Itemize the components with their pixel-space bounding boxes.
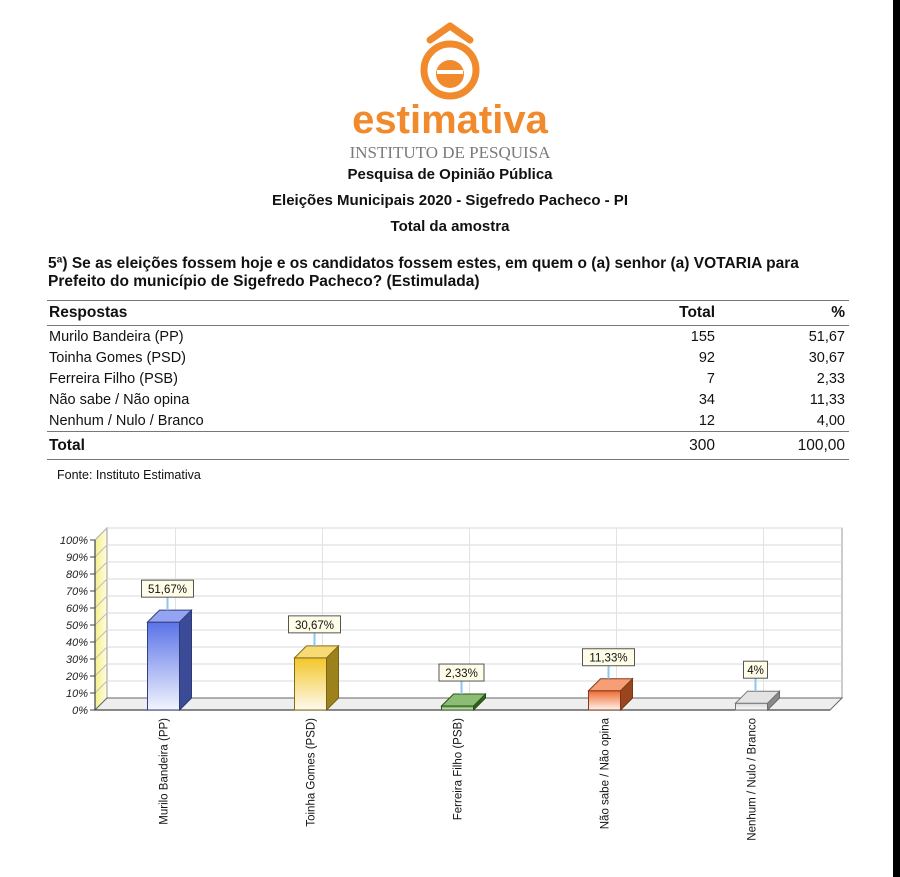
y-tick-label: 50% xyxy=(65,620,88,632)
cell-percent: 30,67 xyxy=(808,349,845,366)
cell-percent: 2,33 xyxy=(816,370,845,387)
bar-side xyxy=(180,610,192,710)
report-subtitle: Eleições Municipais 2020 - Sigefredo Pacheco - PI xyxy=(272,192,628,209)
cell-percent: 4,00 xyxy=(816,412,845,429)
report-title: Pesquisa de Opinião Pública xyxy=(347,166,553,183)
table-row xyxy=(47,410,849,432)
cell-total: 92 xyxy=(698,349,715,366)
question-text: 5ª) Se as eleições fossem hoje e os candidatos fossem estes, em quem o (a) senhor (a) VOTARIA para Prefeito do município de Sigefredo Pacheco? (Estimulada) xyxy=(48,255,799,290)
y-tick-label: 20% xyxy=(65,671,88,683)
bar-front xyxy=(295,658,327,710)
y-tick-label: 0% xyxy=(72,705,88,717)
category-label: Toinha Gomes (PSD) xyxy=(305,718,318,827)
results-table xyxy=(47,300,849,460)
source-note: Fonte: Instituto Estimativa xyxy=(57,468,201,482)
category-label: Ferreira Filho (PSB) xyxy=(452,718,465,821)
cell-total: 34 xyxy=(698,391,715,408)
category-label: Nenhum / Nulo / Branco xyxy=(746,718,759,841)
y-tick-label: 10% xyxy=(65,688,88,700)
y-tick-label: 80% xyxy=(65,569,88,581)
cell-answer: Nenhum / Nulo / Branco xyxy=(49,412,204,429)
y-tick-label: 70% xyxy=(65,586,88,598)
bar-front xyxy=(589,691,621,710)
cell-total: 7 xyxy=(706,370,715,387)
category-label: Não sabe / Não opina xyxy=(599,718,612,830)
table-row xyxy=(47,368,849,389)
total-percent: 100,00 xyxy=(719,432,849,460)
total-count: 300 xyxy=(633,432,719,460)
col-header-total: Total xyxy=(633,301,719,326)
cell-total: 12 xyxy=(698,412,715,429)
col-header-percent: % xyxy=(719,301,849,326)
data-label: 11,33% xyxy=(589,652,628,665)
cell-answer: Ferreira Filho (PSB) xyxy=(49,370,178,387)
category-label: Murilo Bandeira (PP) xyxy=(158,718,171,825)
cell-percent: 11,33 xyxy=(809,391,845,408)
y-tick-label: 100% xyxy=(59,535,88,547)
y-tick-label: 30% xyxy=(65,654,88,666)
bar-front xyxy=(442,706,474,710)
table-row xyxy=(47,389,849,410)
total-label: Total xyxy=(47,432,633,460)
data-label: 30,67% xyxy=(294,619,335,632)
sample-label: Total da amostra xyxy=(390,218,510,235)
logo-wordmark: estimativa xyxy=(352,98,548,142)
cell-answer: Toinha Gomes (PSD) xyxy=(49,349,186,366)
table-header-row xyxy=(47,301,849,326)
data-label: 2,33% xyxy=(445,668,478,681)
logo-subtext: INSTITUTO DE PESQUISA xyxy=(349,143,551,162)
bar-front xyxy=(736,703,768,710)
y-tick-label: 90% xyxy=(65,552,88,564)
cell-total: 155 xyxy=(690,328,715,345)
estimativa-logo xyxy=(330,18,570,168)
data-label: 51,67% xyxy=(147,584,188,597)
col-header-respostas: Respostas xyxy=(47,301,633,326)
bar-front xyxy=(148,622,180,710)
bar-chart xyxy=(0,520,893,877)
table-total-row xyxy=(47,432,849,460)
y-tick-label: 40% xyxy=(65,637,88,649)
cell-answer: Murilo Bandeira (PP) xyxy=(49,328,184,345)
data-label: 4% xyxy=(747,665,764,678)
table-row xyxy=(47,347,849,368)
cell-percent: 51,67 xyxy=(808,328,845,345)
cell-answer: Não sabe / Não opina xyxy=(49,391,190,408)
table-row xyxy=(47,326,849,348)
y-tick-label: 60% xyxy=(65,603,88,615)
